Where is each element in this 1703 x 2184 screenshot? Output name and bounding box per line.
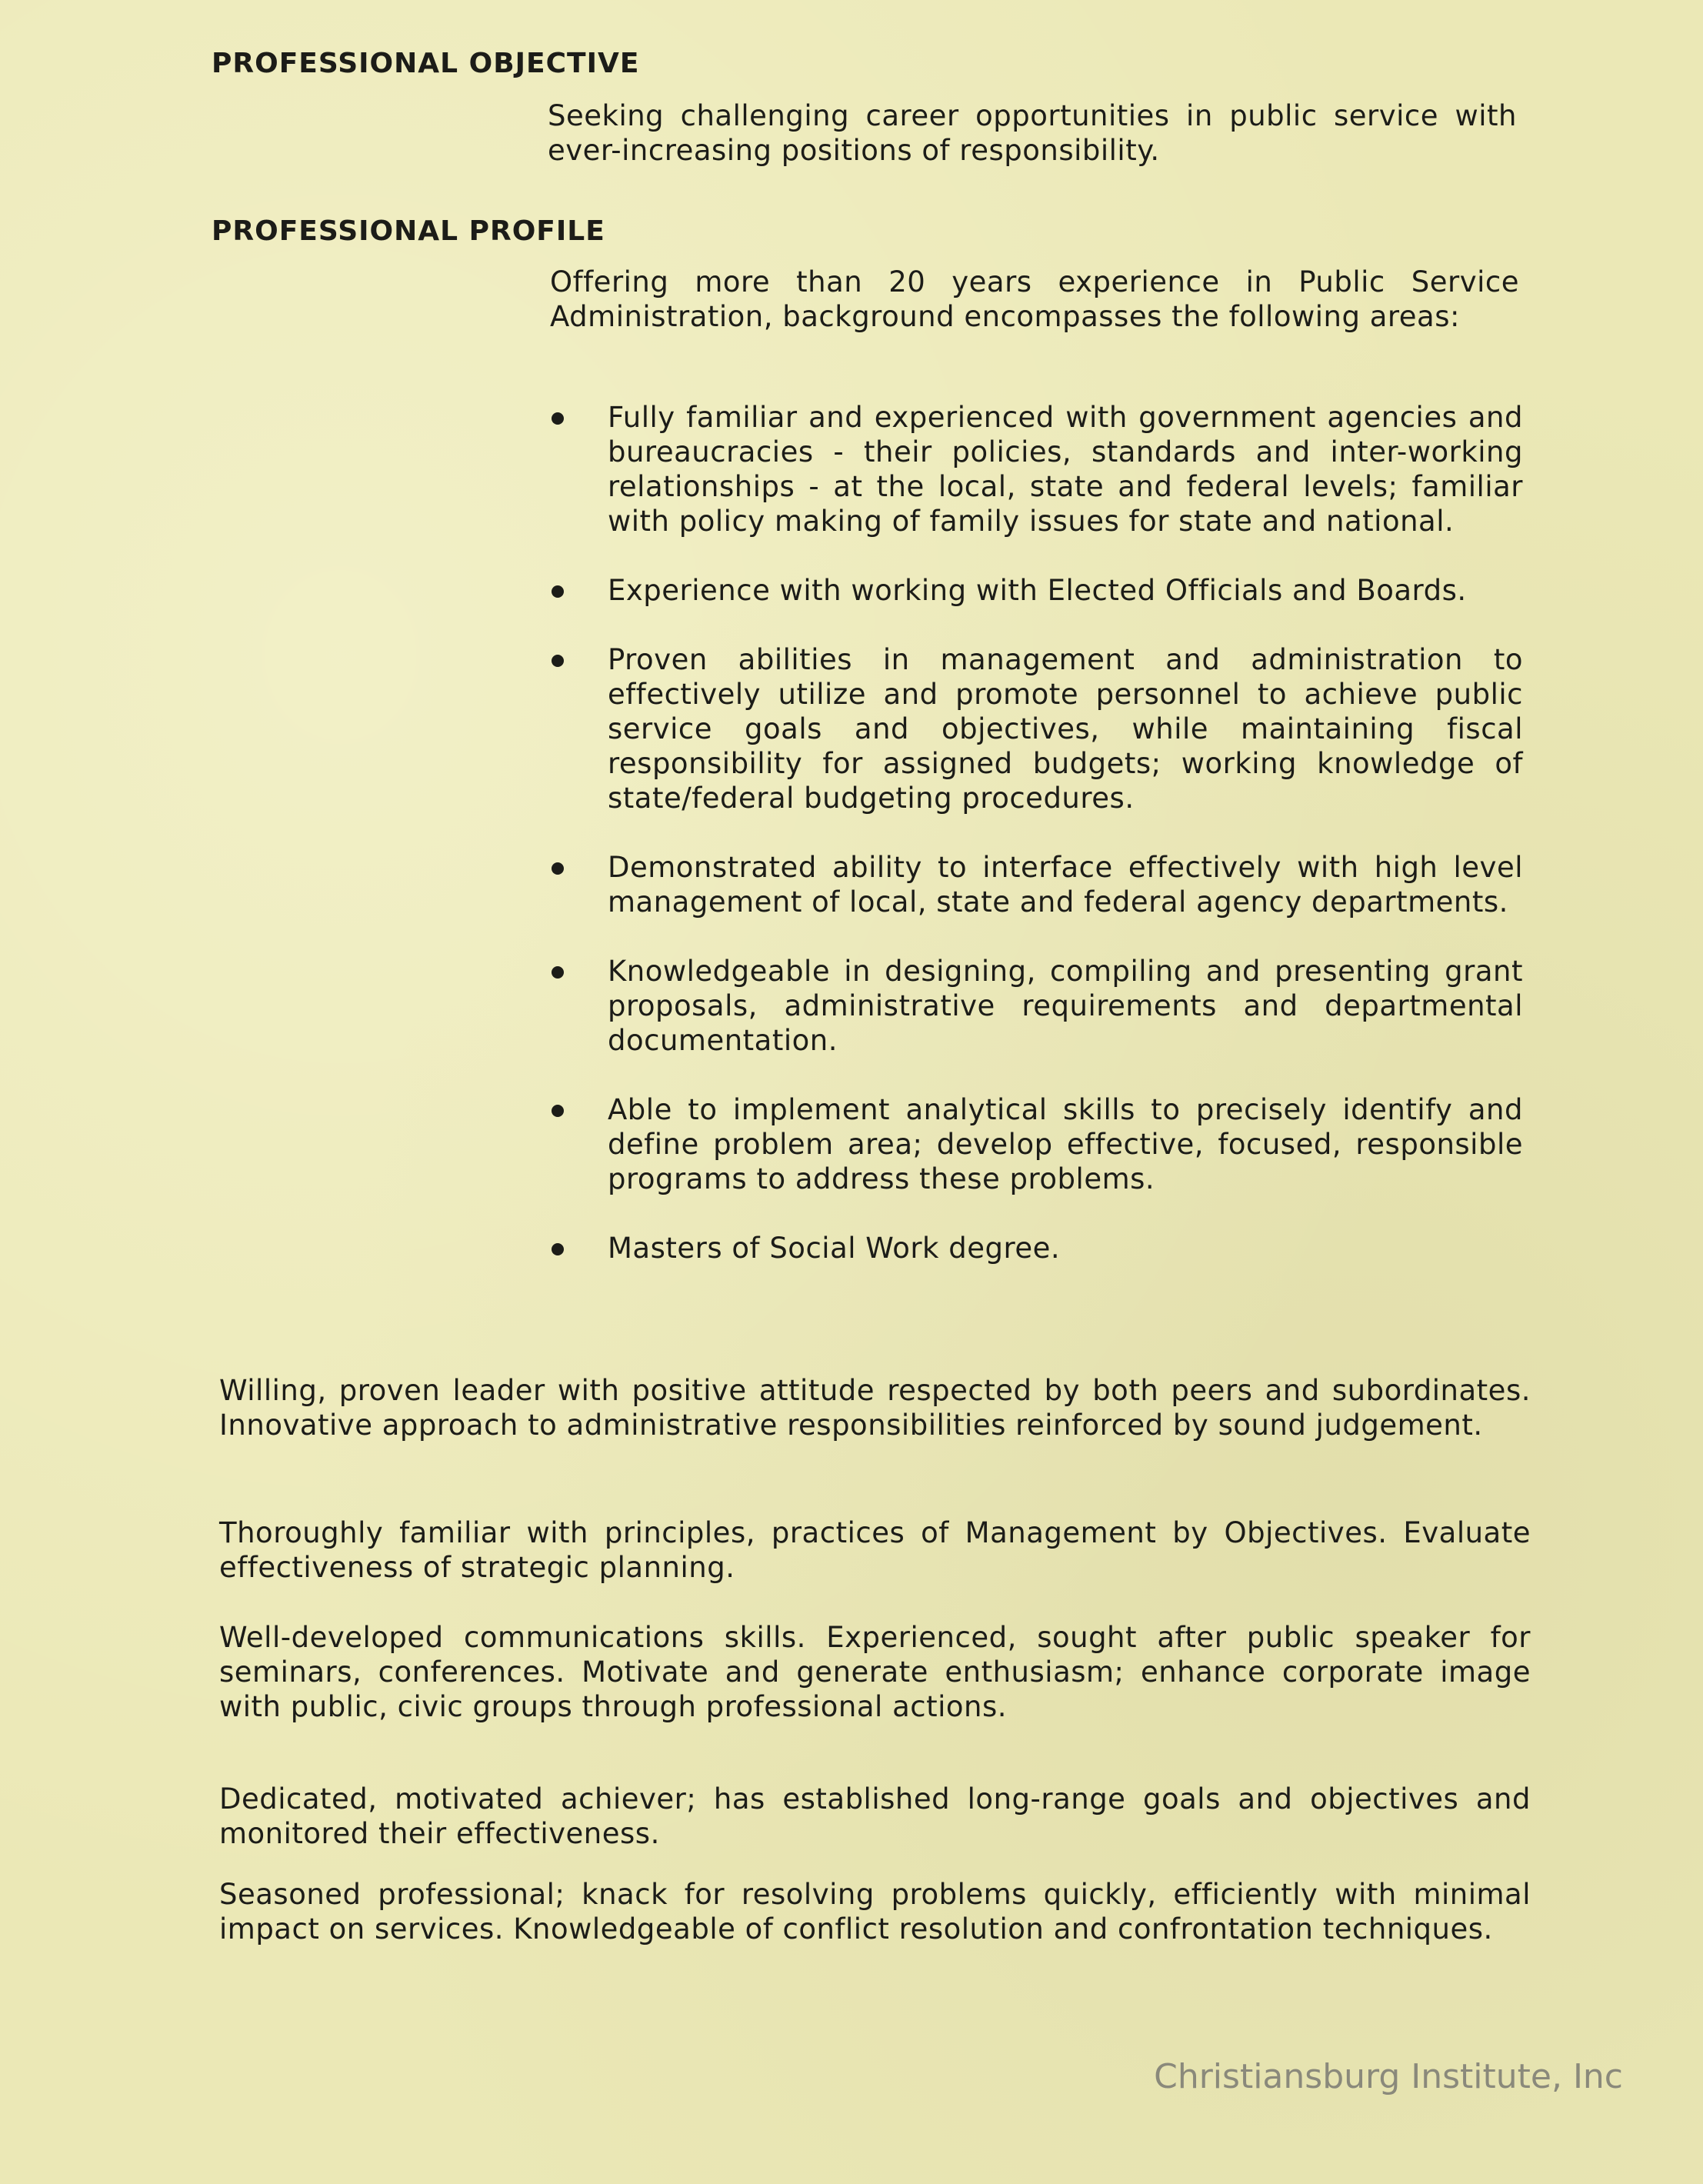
profile-intro: Offering more than 20 years experience in Public Service Administration, background encompasses the following areas:	[550, 265, 1519, 333]
objective-heading: PROFESSIONAL OBJECTIVE	[212, 48, 640, 79]
bullet-text: Proven abilities in management and administration to effectively utilize and promote personnel to achieve public service goals and objectives, while maintaining fiscal responsibility for assigned budgets; working knowledge of state/federal budgeting procedures.	[608, 643, 1523, 815]
list-item	[550, 642, 1523, 815]
summary-paragraph: Willing, proven leader with positive attitude respected by both peers and subordinates. Innovative approach to administrative responsibilities reinforced by sound judgement.	[219, 1374, 1531, 1442]
list-item	[550, 850, 1523, 919]
bullet-text: Masters of Social Work degree.	[608, 1232, 1061, 1265]
summary-paragraph: Seasoned professional; knack for resolving problems quickly, efficiently with minimal impact on services. Knowledgeable of conflict resolution and confrontation techniques.	[219, 1878, 1531, 1946]
summary-paragraph: Thoroughly familiar with principles, practices of Management by Objectives. Evaluate effectiveness of strategic planning.	[219, 1516, 1531, 1584]
profile-heading: PROFESSIONAL PROFILE	[212, 215, 605, 247]
bullet-dot-icon	[552, 655, 564, 667]
bullet-text: Able to implement analytical skills to precisely identify and define problem area; develop effective, focused, responsible programs to address these problems.	[608, 1093, 1523, 1195]
bullet-dot-icon	[552, 862, 564, 875]
watermark-text: Christiansburg Institute, Inc	[1154, 2057, 1623, 2096]
bullet-text: Experience with working with Elected Officials and Boards.	[608, 574, 1467, 607]
objective-text: Seeking challenging career opportunities in public service with ever-increasing positions of responsibility.	[548, 99, 1517, 167]
bullet-text: Knowledgeable in designing, compiling and presenting grant proposals, administrative requirements and departmental documentation.	[608, 955, 1523, 1057]
summary-paragraph: Dedicated, motivated achiever; has established long-range goals and objectives and monitored their effectiveness.	[219, 1782, 1531, 1850]
summary-paragraph: Well-developed communications skills. Experienced, sought after public speaker for seminars, conferences. Motivate and generate enthusiasm; enhance corporate image with public, civic groups through professional actions.	[219, 1621, 1531, 1723]
bullet-dot-icon	[552, 966, 564, 979]
bullet-dot-icon	[552, 585, 564, 598]
bullet-text: Fully familiar and experienced with government agencies and bureaucracies - their policies, standards and inter-working relationships - at the local, state and federal levels; familiar with policy making of family issues for state and national.	[608, 401, 1523, 538]
list-item	[550, 954, 1523, 1058]
bullet-dot-icon	[552, 412, 564, 425]
list-item	[550, 1231, 1523, 1265]
list-item	[550, 1092, 1523, 1196]
bullet-dot-icon	[552, 1243, 564, 1255]
profile-bullet-list	[550, 400, 1523, 1265]
list-item	[550, 400, 1523, 538]
list-item	[550, 573, 1523, 608]
bullet-text: Demonstrated ability to interface effectively with high level management of local, state and federal agency departments.	[608, 851, 1523, 919]
bullet-dot-icon	[552, 1105, 564, 1117]
